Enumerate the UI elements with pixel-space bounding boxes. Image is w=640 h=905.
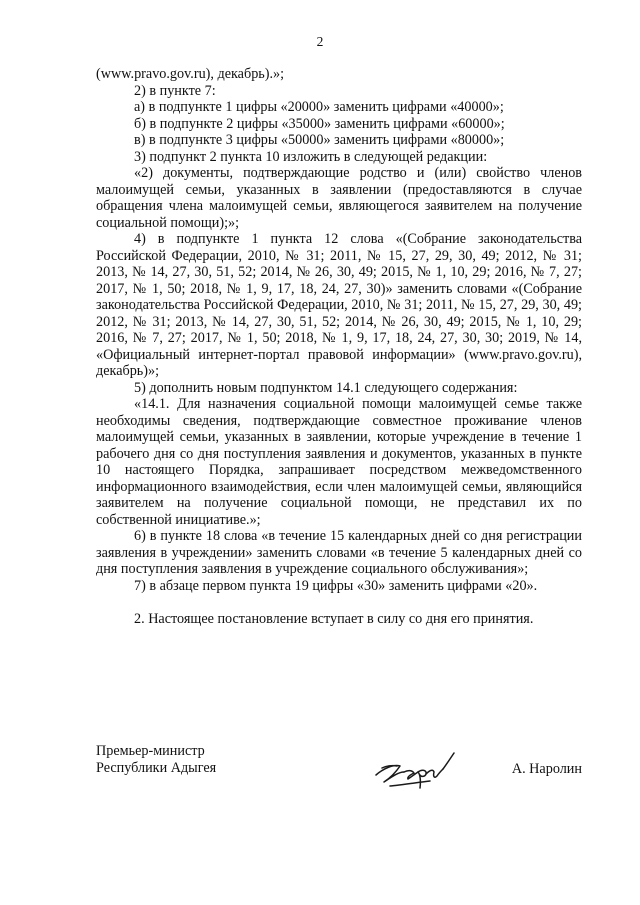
paragraph-item-2: 2) в пункте 7: — [134, 82, 216, 99]
paragraph-clause-2: 2. Настоящее постановление вступает в силу со дня его принятия. — [134, 611, 534, 627]
paragraph-item-6: 6) в пункте 18 слова «в течение 15 календарных дней со дня регистрации заявления в учреждении» заменить словами «в течение 5 календарных дней со дня поступления заявления в учреждение социального обслуживания»; — [96, 528, 582, 577]
signatory-title-line-1: Премьер-министр — [96, 743, 205, 759]
document-body — [96, 66, 582, 628]
paragraph-item-7: 7) в абзаце первом пункта 19 цифры «30» заменить цифрами «20». — [134, 577, 538, 594]
paragraph-item-4: 4) в подпункте 1 пункта 12 слова «(Собрание законодательства Российской Федерации, 2010, № 31; 2011, № 15, 27, 29, 30, 49; 2012, № 31; 2013, № 14, 27, 30, 51, 52; 2014, № 26, 30, 49; 2015, № 1, 10, 29; 2016, № 7, 27; 2017, № 1, 50; 2018, № 1, 9, 17, 18, 24, 27, 30)» заменить словами «(Собрание законодательства Российской Федерации, 2010, № 31; 2011, № 15, 27, 29, 30, 49; 2012, № 31; 2013, № 14, 27, 30, 51, 52; 2014, № 26, 30, 49; 2015, № 1, 10, 29; 2016, № 7, 27; 2017, № 1, 50; 2018, № 1, 9, 17, 18, 24, 27, 30, 30; 2019, № 14, «Официальный интернет-портал правовой информации» (www.pravo.gov.ru), декабрь)»; — [96, 231, 582, 379]
paragraph-item-5: 5) дополнить новым подпунктом 14.1 следующего содержания: — [134, 379, 518, 396]
paragraph-item-2a: а) в подпункте 1 цифры «20000» заменить цифрами «40000»; — [134, 99, 504, 115]
paragraph-item-3: 3) подпункт 2 пункта 10 изложить в следующей редакции: — [134, 148, 488, 165]
handwritten-signature — [370, 748, 475, 793]
paragraph-item-2b: б) в подпункте 2 цифры «35000» заменить цифрами «60000»; — [134, 115, 505, 132]
paragraph-continuation: (www.pravo.gov.ru), декабрь).»; — [96, 66, 285, 82]
signatory-title — [96, 743, 216, 777]
signatory-name: А. Наролин — [511, 761, 582, 777]
paragraph-quote-subitem-14-1: «14.1. Для назначения социальной помощи малоимущей семье также необходимы сведения, подтверждающие совместное проживание членов малоимущей семьи, указанных в заявлении, которые учреждение в течение 1 рабочего дня со дня поступления заявления и документов, указанных в пункте 10 настоящего Порядка, запрашивает посредством межведомственного информационного взаимодействия, если член малоимущей семьи, являющийся заявителем на получение социальной помощи, не представил их по собственной инициативе.»; — [96, 396, 582, 528]
signatory-title-line-2: Республики Адыгея — [96, 760, 217, 776]
paragraph-item-2c: в) в подпункте 3 цифры «50000» заменить цифрами «80000»; — [134, 132, 505, 148]
paragraph-quote-subitem-2: «2) документы, подтверждающие родство и (или) свойство членов малоимущей семьи, указанных в заявлении (предоставляются в случае обращения члена малоимущей семьи, являющегося заявителем на получение социальной помощи);»; — [96, 165, 582, 231]
page-number: 2 — [316, 34, 324, 49]
